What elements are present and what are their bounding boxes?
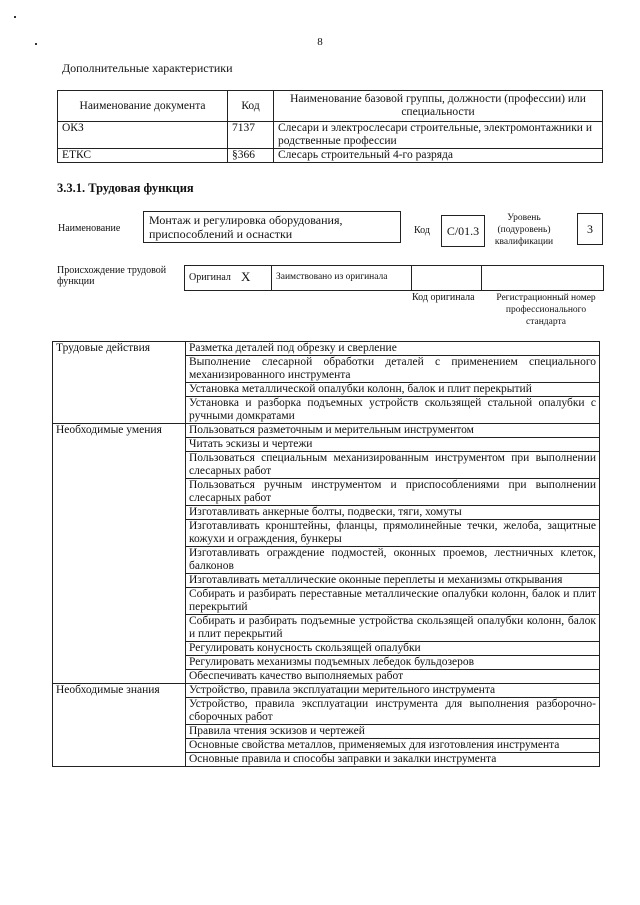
- section-item: Основные свойства металлов, применяемых для изготовления инструмента: [186, 739, 600, 753]
- name-cell: Слесари и электрослесари строительные, электромонтажники и родственные профессии: [274, 122, 603, 149]
- borrowed-label: Заимствовано из оригинала: [276, 272, 388, 282]
- additional-characteristics-title: Дополнительные характеристики: [62, 61, 233, 75]
- section-item: Пользоваться специальным механизированным инструментом при выполнении слесарных работ: [186, 452, 600, 479]
- section-item: Правила чтения эскизов и чертежей: [186, 725, 600, 739]
- table-header-row: [58, 91, 603, 122]
- section-item: Основные правила и способы заправки и закалки инструмента: [186, 753, 600, 767]
- section-item: Установка металлической опалубки колонн, балок и плит перекрытий: [186, 383, 600, 397]
- section-item: Пользоваться ручным инструментом и приспособлениями при выполнении слесарных работ: [186, 479, 600, 506]
- section-item: Собирать и разбирать переставные металлические опалубки колонн, балок и плит перекрытий: [186, 588, 600, 615]
- origin-row: [184, 265, 604, 291]
- section-category: Необходимые умения: [53, 424, 186, 684]
- column-header: Наименование базовой группы, должности (профессии) или специальности: [274, 91, 603, 122]
- section-item: Устройство, правила эксплуатации инструмента для выполнения разборочно-сборочных работ: [186, 698, 600, 725]
- section-item: Собирать и разбирать подъемные устройства скользящей опалубки колонн, балок и плит перекрытий: [186, 615, 600, 642]
- code-original-label: Код оригинала: [412, 292, 475, 303]
- registration-number-label: Регистрационный номер профессионального стандарта: [496, 293, 596, 327]
- code-label: Код: [414, 225, 430, 236]
- section-item: Изготавливать анкерные болты, подвески, тяги, хомуты: [186, 506, 600, 520]
- section-item: Регулировать конусность скользящей опалубки: [186, 642, 600, 656]
- table-row: [53, 684, 600, 698]
- additional-characteristics-table: [57, 90, 603, 163]
- column-header: Наименование документа: [58, 91, 228, 122]
- section-category: Трудовые действия: [53, 342, 186, 424]
- section-category: Необходимые знания: [53, 684, 186, 767]
- doc-cell: ЕТКС: [58, 149, 228, 163]
- name-cell: Слесарь строительный 4-го разряда: [274, 149, 603, 163]
- page-number: 8: [317, 36, 323, 48]
- section-item: Изготавливать ограждение подмостей, оконных проемов, лестничных клеток, балконов: [186, 547, 600, 574]
- doc-cell: ОКЗ: [58, 122, 228, 149]
- table-row: [58, 149, 603, 163]
- labor-function-table: [52, 341, 600, 767]
- function-code-box: С/01.3: [441, 215, 485, 247]
- code-cell: 7137: [228, 122, 274, 149]
- table-row: [53, 342, 600, 356]
- original-mark: Х: [241, 269, 251, 284]
- section-item: Разметка деталей под обрезку и сверление: [186, 342, 600, 356]
- section-item: Изготавливать кронштейны, фланцы, прямолинейные течки, желоба, защитные кожухи и ограждения, бункеры: [186, 520, 600, 547]
- section-item: Регулировать механизмы подъемных лебедок бульдозеров: [186, 656, 600, 670]
- section-item: Пользоваться разметочным и мерительным инструментом: [186, 424, 600, 438]
- qualification-level-box: 3: [577, 213, 603, 245]
- divider: [481, 266, 482, 290]
- section-item: Изготавливать металлические оконные переплеты и механизмы открывания: [186, 574, 600, 588]
- scan-speck: [14, 16, 16, 18]
- origin-label: Происхождение трудовой функции: [57, 265, 167, 287]
- function-heading: 3.3.1. Трудовая функция: [57, 181, 194, 195]
- section-item: Выполнение слесарной обработки деталей с применением специального механизированного инструмента: [186, 356, 600, 383]
- function-name-box: Монтаж и регулировка оборудования, приспособлений и оснастки: [143, 211, 401, 243]
- section-item: Обеспечивать качество выполняемых работ: [186, 670, 600, 684]
- divider: [411, 266, 412, 290]
- qualification-level-label: Уровень (подуровень) квалификации: [494, 213, 554, 247]
- section-item: Читать эскизы и чертежи: [186, 438, 600, 452]
- code-cell: §366: [228, 149, 274, 163]
- table-row: [53, 424, 600, 438]
- divider: [271, 266, 272, 290]
- table-row: [58, 122, 603, 149]
- section-item: Устройство, правила эксплуатации мерительного инструмента: [186, 684, 600, 698]
- column-header: Код: [228, 91, 274, 122]
- name-label: Наименование: [58, 223, 121, 234]
- section-item: Установка и разборка подъемных устройств скользящей стальной опалубки с ручными домкратами: [186, 397, 600, 424]
- original-label: Оригинал: [189, 272, 231, 283]
